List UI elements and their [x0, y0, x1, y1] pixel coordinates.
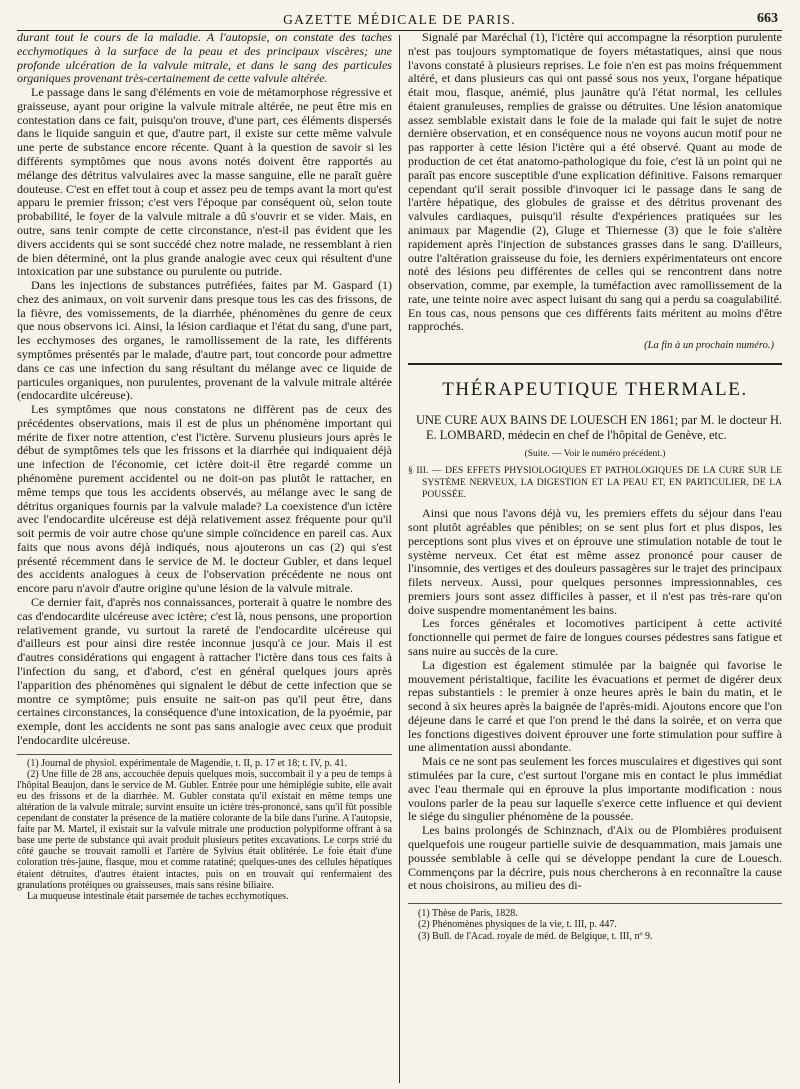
footnote: (2) Phénomènes physiques de la vie, t. III, p. 447.	[418, 919, 617, 931]
paragraph: Ainsi que nous l'avons déjà vu, les premiers effets du séjour dans l'eau sont plutôt agréables que pénibles; on se sent plus fort et plus dispos, les perceptions sont plus vives et on éprouve une stimulation notable de tout le système nerveux. Cet état est même assez prononcé pour causer de l'insomnie, des vertiges et des douleurs passagères sur le trajet des principaux filets nerveux. Aussi, pour quelques personnes impressionnables, ces premiers jours sont assez difficiles à passer, et il n'est pas très-rare qu'on doive suspendre momentanément les bains.	[408, 506, 782, 617]
paragraph: Les symptômes que nous constatons ne diffèrent pas de ceux des précédentes observations, mais il est de plus un phénomène important qui mérite de fixer notre attention, c'est l'ictère. Survenu plusieurs jours après le début de symptômes tels que les frissons et la diarrhée qui indiquaient déjà une infection de l'économie, cet ictère doit-il être regardé comme un phénomène purement accidentel ou ne doit-on pas plutôt le rattacher, en même temps que tous les accidents observés, au mélange avec le sang de détritus organiques fournis par la valvule malade? La coexistence d'un ictère avec l'endocardite ulcéreuse est déjà relativement assez fréquente pour qu'il soit permis de voir autre chose qu'une simple coïncidence en pareil cas. Aux faits que nous avons déjà indiqués, nous ajouterons un cas (2) qui s'est présenté récemment dans le service de M. le docteur Gubler, et dans lequel des accidents analogues à ceux de l'observation précédente ne nous ont encore paru n'avoir d'autre origine qu'une lésion de la valvule mitrale.	[17, 402, 392, 596]
footnotes	[17, 754, 392, 902]
paragraph: Dans les injections de substances putréfiées, faites par M. Gaspard (1) chez des animaux, on voit survenir dans presque tous les cas des frissons, de la fièvre, des vomissements, de la diarrhée, phénomènes du genre de ceux que nous observons ici. Ainsi, la lésion cardiaque et l'état du sang, d'une part, les ecchymoses des organes, le ramollissement de la rate, les différents symptômes présentés par le malade, d'autre part, tout concorde pour admettre dans ce cas une infection du sang résultant du mélange avec ce liquide de particules organiques, non purulentes, provenant de la valvule mitrale altérée (endocardite ulcéreuse).	[17, 278, 392, 403]
right-column	[400, 31, 782, 1087]
footnote: (3) Bull. de l'Acad. royale de méd. de Belgique, t. III, nº 9.	[418, 930, 653, 942]
paragraph: durant tout le cours de la maladie. A l'autopsie, on constate des taches ecchymotiques à la surface de la peau et des principaux viscères; une profonde ulcération de la valvule mitrale, et dans le sang des particules organiques provenant très-certainement de cette valvule altérée.	[17, 31, 392, 86]
subsection-number: § III. —	[408, 465, 442, 477]
footnote: (1) Journal de physiol. expérimentale de Magendie, t. II, p. 17 et 18; t. IV, p. 41.	[27, 757, 348, 769]
paragraph: Les forces générales et locomotives participent à cette activité fonctionnelle qui permet de faire de longues courses pédestres sans fatigue et sans nuire au succès de la cure.	[408, 616, 782, 658]
journal-title: GAZETTE MÉDICALE DE PARIS.	[283, 12, 516, 27]
to-be-continued: (La fin à un prochain numéro.)	[644, 340, 774, 352]
running-head	[17, 6, 782, 31]
left-column	[17, 31, 399, 1087]
footnote: (1) Thèse de Paris, 1828.	[418, 908, 518, 920]
paragraph: Le passage dans le sang d'éléments en voie de métamorphose régressive et graisseuse, ayant pour origine la valvule mitrale altérée, ne peut être mis en contestation dans ce fait, puisqu'on trouve, d'une part, ces éléments dispersés dans le liquide sanguin et que, d'autre part, il existe sur cette même valvule une perte de substance encore récente. Quant à la question de savoir si les différents symptômes que nous avons notés doivent être rapportés au mélange des détritus valvulaires avec la masse sanguine, elle ne paraît guère douteuse. C'est en effet tout à coup et assez peu de temps avant la mort qu'est apparu le premier frisson; c'est vers l'époque par conséquent où, selon toute probabilité, le foyer de la valvule mitrale a dû s'ouvrir et se vider. Mais, en outre, sans tenir compte de cette circonstance, n'est-il pas évident que les divers accidents qui se sont succédé chez notre malade, ne ressemblant à rien de bien déterminé, ont la plus grande analogie avec ceux qui résultent d'une intoxication par une substance ou purulente ou putride.	[17, 85, 392, 279]
paragraph: Les bains prolongés de Schinznach, d'Aix ou de Plombières produisent quelquefois une rougeur partielle suivie de desquammation, mais jamais une poussée semblable à celle qui se développe pendant la cure de Louesch. Commençons par la décrire, puis nous chercherons à en reconnaître la cause et nous choisirons, au milieu des di-	[408, 823, 782, 893]
section-title: THÉRAPEUTIQUE THERMALE.	[442, 379, 748, 401]
footnotes	[408, 903, 782, 942]
section-divider	[408, 363, 782, 365]
paragraph: Ce dernier fait, d'après nos connaissances, porterait à quatre le nombre des cas d'endocardite ulcéreuse avec ictère; c'est là, nous pensons, une proportion relativement grande, vu surtout la rareté de l'endocardite ulcéreuse qui d'ailleurs est pour ainsi dire restée inconnue jusqu'à ce jour. Mais il est d'autres considérations qui engagent à rattacher l'ictère dans tous ces faits à l'infection du sang, et d'abord, c'est en général quelques jours après l'apparition des phénomènes qui signalent le début de cette infection que se montre ce symptôme; puis ensuite ne sait-on pas qu'il peut être, dans certaines circonstances, la conséquence d'une intoxication, de la pyoémie, par exemple, dont les accidents ne sont pas sans analogie avec ceux que produit l'endocardite ulcéreuse.	[17, 595, 392, 747]
columns	[17, 31, 782, 1087]
subsection-heading	[408, 465, 782, 501]
paragraph: Signalé par Maréchal (1), l'ictère qui accompagne la résorption purulente n'est pas toujours symptomatique de foyers métastatiques, ainsi que nous l'avons constaté à plusieurs reprises. Le foie n'en est pas moins fréquemment altéré, et dans plusieurs cas qui ont passé sous nos yeux, l'organe hépatique était mou, flasque, anémié, plus jaunâtre qu'à l'état normal, les cellules étaient granuleuses, remplies de graisse ou détruites. Une lésion anatomique assez semblable existait dans le foie de la malade qui fait le sujet de notre dernière observation, et en conséquence nous ne voyons aucun motif pour ne pas rapporter à cette lésion l'ictère qui a été observé. Quant au mode de production de cet état anatomo-pathologique du foie, c'est là un point qui ne paraît pas encore susceptible d'une explication définitive. Faisons remarquer cependant qu'il serait possible d'invoquer ici le passage dans le sang de l'artère hépatique, des globules de graisse et des détritus provenant des valvules cardiaques, puisqu'il résulte d'expériences pratiquées sur les animaux par Magendie (2), Gluge et Thiernesse (3) que le foie s'altère rapidement après l'injection de substances grasses dans le sang. D'ailleurs, outre l'altération graisseuse du foie, les derniers expérimentateurs ont encore noté des lésions peu différentes de celles qui se rencontrent dans notre observation, comme, par exemple, la tuméfaction avec ramollissement de la rate, une teinte noire avec aspect luisant du sang qui a perdu sa coagulabilité. En tous cas, nous pensons que ces différents faits méritent au moins d'être rapprochés.	[408, 31, 782, 334]
continuation-note: (Suite. — Voir le numéro précédent.)	[524, 449, 666, 460]
subsection-title: DES EFFETS PHYSIOLOGIQUES ET PATHOLOGIQUES DE LA CURE SUR LE SYSTÈME NERVEUX, LA DIGESTION ET LA PEAU ET, EN PARTICULIER, DE LA POUSSÉE.	[422, 465, 782, 501]
page-number: 663	[757, 11, 778, 26]
paragraph: Mais ce ne sont pas seulement les forces musculaires et digestives qui sont stimulées par la cure, c'est surtout l'organe mis en contact le plus immédiat avec l'eau thermale qui en éprouve la plus importante modification : nous voulons parler de la peau sur laquelle s'exerce cette influence et qui devient le siége du singulier phénomène de la poussée.	[408, 754, 782, 824]
footnote: (2) Une fille de 28 ans, accouchée depuis quelques mois, succombait il y a peu de temps à l'hôpital Beaujon, dans le service de M. Gubler. Entrée pour une hémiplégie subite, elle avait eu des frissons et de la diarrhée. M. Gubler constata qu'il existait en même temps une altération de la valvule mitrale; survint ensuite un ictère très-prononcé, sans qu'il fût possible cependant de constater la présence de la matière colorante de la bile dans l'urine. A l'autopsie, faite par M. Martel, il existait sur la valvule mitrale une production polypiforme offrant à sa base une perte de substance qui avait produit plusieurs petites excavations. Le corps strié du côté gauche se trouvait ramolli et l'artère de Sylvius était oblitérée. Le foie était d'une coloration très-jaune, flasque, mou et comme ratatiné; quelques-unes des cellules hépatiques étaient détruites, d'autres étaient intactes, puis on en trouvait qui renfermaient des granulations protéiques ou graisseuses, mais sans résine biliaire.	[17, 768, 392, 891]
article-heading: UNE CURE AUX BAINS DE LOUESCH EN 1861; par M. le docteur H. E. LOMBARD, médecin en chef de l'hôpital de Genève, etc.	[416, 413, 782, 443]
paragraph: La digestion est également stimulée par la baignée qui favorise le mouvement péristaltique, facilite les évacuations et permet de digérer deux repas substantiels : le premier à onze heures après le bain du matin, et le second à six heures après la baignée de l'après-midi. Ajoutons encore que l'on déjeune dans le carré et que l'on prend le thé dans la soirée, et on verra que les fonctions digestives doivent éprouver une forte stimulation pour suffire à une alimentation aussi abondante.	[408, 657, 782, 755]
footnote: La muqueuse intestinale était parsemée de taches ecchymotiques.	[27, 890, 289, 902]
